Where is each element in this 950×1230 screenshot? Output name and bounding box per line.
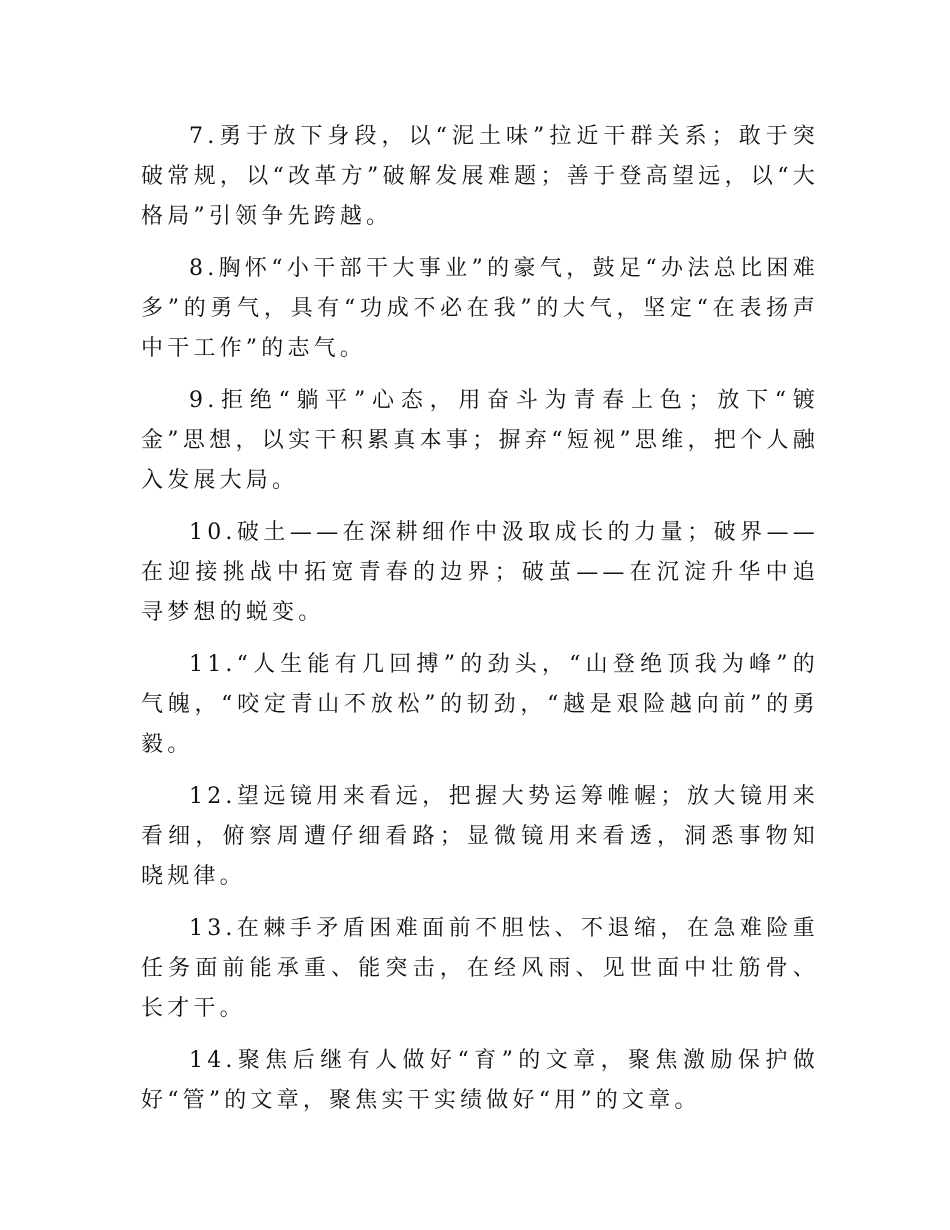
- paragraph-14: 14.聚焦后继有人做好“育”的文章，聚焦激励保护做好“管”的文章，聚焦实干实绩做好“用”的文章。: [141, 1048, 819, 1113]
- paragraph-12: 12.望远镜用来看远，把握大势运筹帷幄；放大镜用来看细，俯察周遭仔细看路；显微镜用来看透，洞悉事物知晓规律。: [141, 784, 819, 889]
- paragraph-9: 9.拒绝“躺平”心态，用奋斗为青春上色；放下“镀金”思想，以实干积累真本事；摒弃“短视”思维，把个人融入发展大局。: [141, 388, 819, 493]
- paragraph-8: 8.胸怀“小干部干大事业”的豪气，鼓足“办法总比困难多”的勇气，具有“功成不必在我”的大气，坚定“在表扬声中干工作”的志气。: [141, 256, 819, 361]
- paragraph-10: 10.破土——在深耕细作中汲取成长的力量；破界——在迎接挑战中拓宽青春的边界；破茧——在沉淀升华中追寻梦想的蜕变。: [141, 520, 819, 625]
- paragraph-13: 13.在棘手矛盾困难面前不胆怯、不退缩，在急难险重任务面前能承重、能突击，在经风雨、见世面中壮筋骨、长才干。: [141, 916, 819, 1021]
- paragraph-7: 7.勇于放下身段，以“泥土味”拉近干群关系；敢于突破常规，以“改革方”破解发展难题；善于登高望远，以“大格局”引领争先跨越。: [141, 124, 819, 229]
- paragraph-11: 11.“人生能有几回搏”的劲头，“山登绝顶我为峰”的气魄，“咬定青山不放松”的韧劲，“越是艰险越向前”的勇毅。: [141, 652, 819, 757]
- document-page: [141, 117, 819, 1133]
